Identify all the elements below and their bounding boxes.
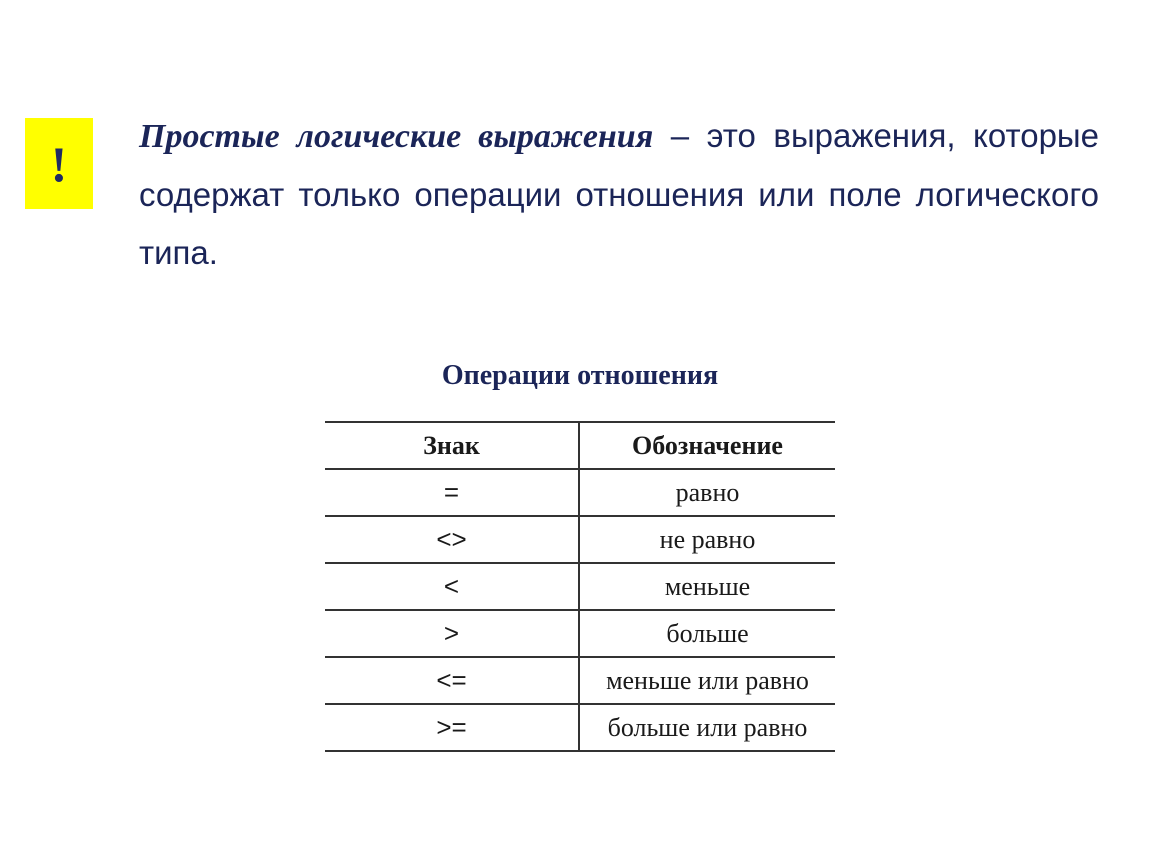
exclamation-badge [25,118,93,209]
table-row [325,469,835,516]
definition-text: – это выражения, которые содержат только операции отношения или поле логического типа. [139,117,1099,271]
sign-cell: <> [325,516,579,563]
table-title: Операции отношения [441,360,719,391]
meaning-cell: больше или равно [579,704,835,751]
meaning-cell: меньше или равно [579,657,835,704]
definition-paragraph [139,107,1099,282]
table-row [325,563,835,610]
meaning-cell: меньше [579,563,835,610]
sign-cell: < [325,563,579,610]
meaning-cell: равно [579,469,835,516]
table-row [325,704,835,751]
header-meaning: Обозначение [579,422,835,469]
relational-operators-table [325,421,835,752]
table-row [325,657,835,704]
table-row [325,516,835,563]
meaning-cell: больше [579,610,835,657]
meaning-cell: не равно [579,516,835,563]
header-sign: Знак [325,422,579,469]
sign-cell: <= [325,657,579,704]
sign-cell: >= [325,704,579,751]
sign-cell: = [325,469,579,516]
table-header-row [325,422,835,469]
table-row [325,610,835,657]
definition-term: Простые логические выражения [139,118,654,155]
sign-cell: > [325,610,579,657]
exclamation-icon: ! [50,135,68,192]
